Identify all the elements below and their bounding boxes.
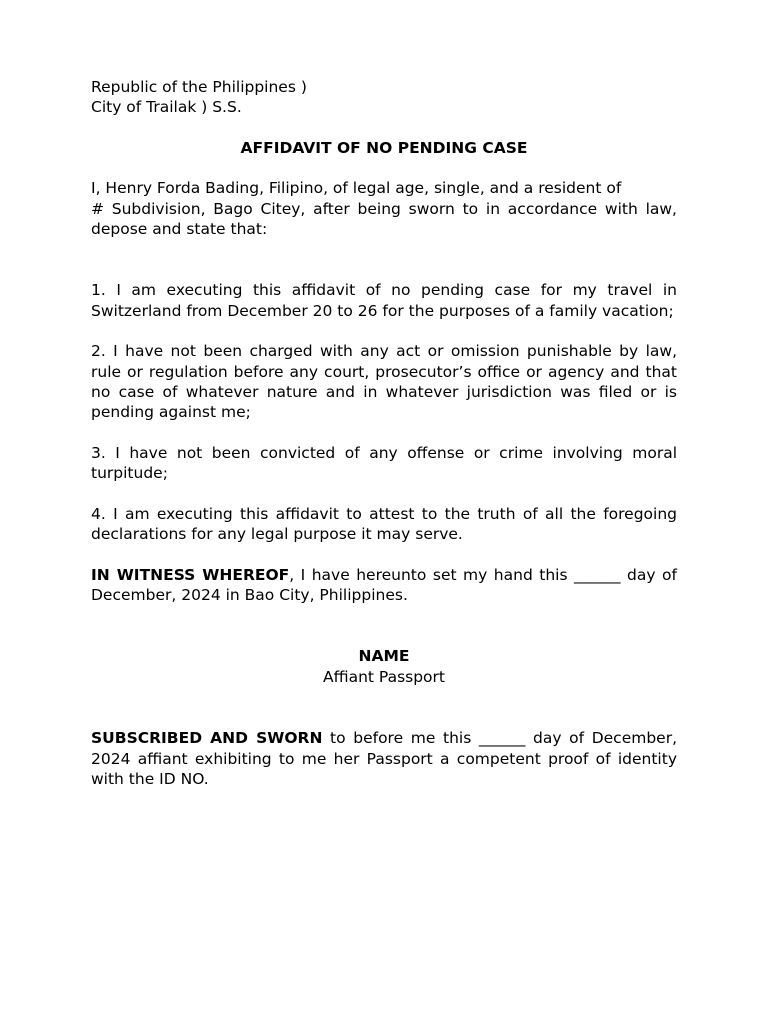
intro-line-2: # Subdivision, Bago Citey, after being sworn to in accordance with law, depose and state that:: [91, 199, 677, 239]
intro-block: [91, 178, 677, 239]
venue-block: [91, 77, 677, 118]
venue-city: City of Trailak ) S.S.: [91, 98, 242, 117]
paragraph-3: 3. I have not been convicted of any offense or crime involving moral turpitude;: [91, 443, 677, 483]
witness-lead: IN WITNESS WHEREOF: [91, 565, 290, 584]
affidavit-page: [91, 77, 677, 789]
jurat-lead: SUBSCRIBED AND SWORN: [91, 729, 323, 748]
jurat-text: to before me this ______ day of December, 2024 affiant exhibiting to me her Passport a competent proof of identity with the ID NO.: [91, 729, 678, 788]
paragraph-2: 2. I have not been charged with any act or omission punishable by law, rule or regulation before any court, prosecutor’s office or agency and that no case of whatever nature and in whatever jurisdiction was filed or is pending against me;: [91, 342, 677, 422]
witness-paragraph: [91, 565, 677, 606]
paragraph-4: 4. I am executing this affidavit to attest to the truth of all the foregoing declarations for any legal purpose it may serve.: [91, 504, 677, 544]
intro-line-1: I, Henry Forda Bading, Filipino, of legal age, single, and a resident of: [91, 179, 622, 198]
jurat-paragraph: [91, 728, 677, 789]
signature-caption: Affiant Passport: [323, 667, 445, 686]
venue-republic: Republic of the Philippines ): [91, 78, 307, 96]
document-title: AFFIDAVIT OF NO PENDING CASE: [240, 138, 528, 157]
paragraph-1: 1. I am executing this affidavit of no pending case for my travel in Switzerland from December 20 to 26 for the purposes of a family vacation;: [91, 281, 677, 320]
signature-name: NAME: [358, 647, 410, 666]
signature-block: [91, 646, 677, 687]
witness-text: , I have hereunto set my hand this ______ day of December, 2024 in Bao City, Philippines.: [91, 565, 677, 604]
